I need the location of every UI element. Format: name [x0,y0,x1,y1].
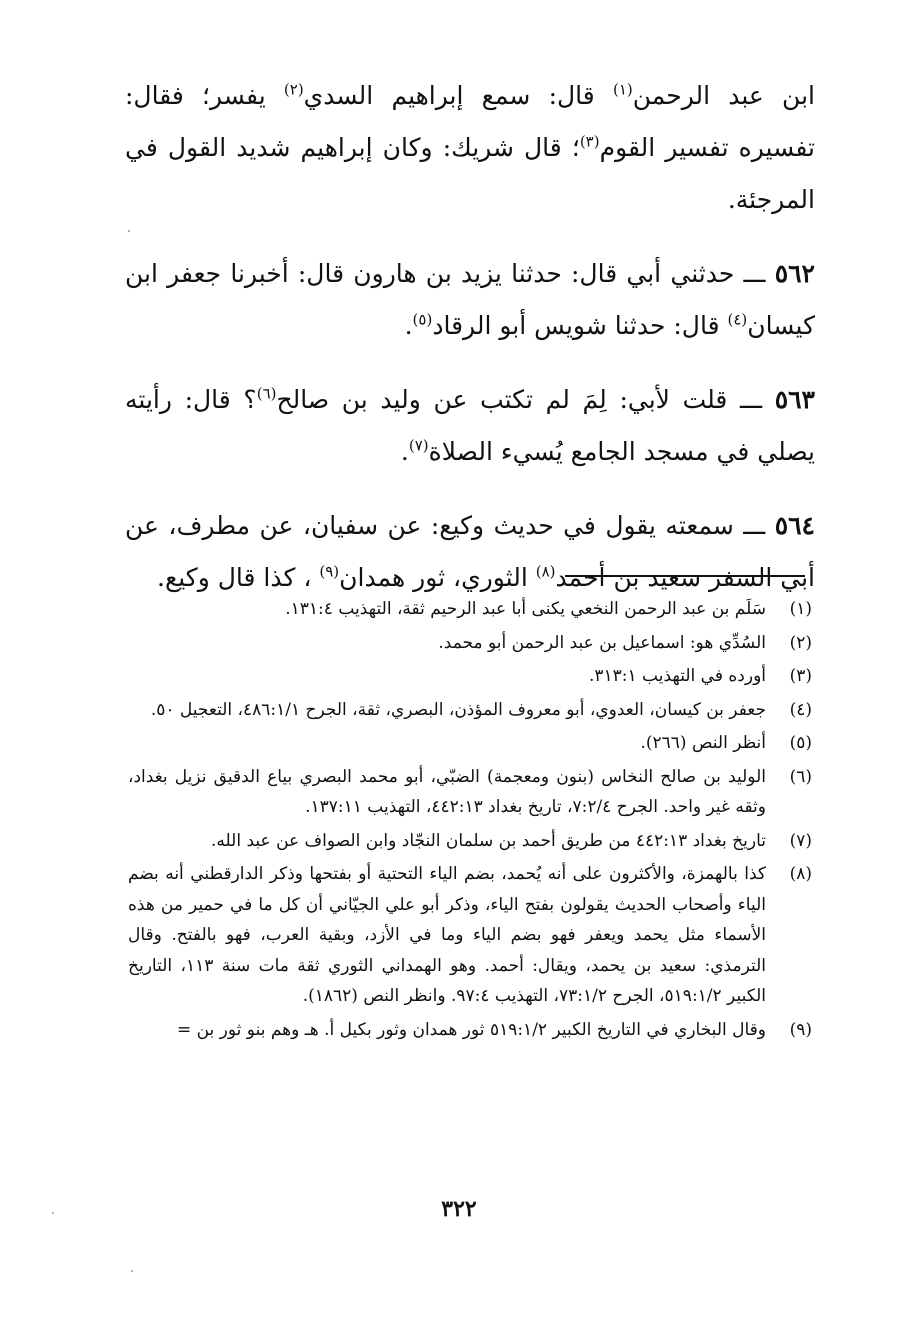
footnote-reference: (٩) [319,562,340,581]
paragraph [125,248,815,352]
footnote-number: (٦) [789,766,812,787]
paragraph-number: ٥٦٤ [774,511,815,540]
paragraph [125,500,815,604]
paragraph-text: قال: حدثنا شويس أبو الرقاد [432,311,728,340]
footnote-text: أنظر النص (٢٦٦). [640,733,766,753]
paragraph-text: الثوري، ثور همدان [339,563,536,592]
footnote-divider [565,575,805,577]
footnote-number: (٣) [789,666,812,686]
paragraph-text: ـــ حدثني أبي قال: حدثنا يزيد بن هارون قال: أخبرنا جعفر ابن كيسان [125,259,815,340]
main-text [125,70,815,626]
footnote-text: تاريخ بغداد ٤٤٢:١٣ من طريق أحمد بن سلمان النجّاد وابن الصواف عن عبد الله. [211,830,766,851]
paragraph-text: ؛ قال شريك: وكان إبراهيم شديد القول في المرجئة. [125,133,815,214]
footnote-number: (٥) [789,733,812,753]
footnote [128,762,812,823]
paragraph-text: يفسر؛ فقال: تفسيره تفسير القوم [125,81,815,162]
paragraph-text: . [404,311,413,340]
footnote-reference: (٧) [408,436,429,455]
footnote-reference: (٦) [256,384,277,403]
paragraph-number: ٥٦٣ [774,385,815,414]
paragraph-text: قال: سمع إبراهيم السدي [303,81,613,110]
paragraph-text: ـــ قلت لأبي: لِمَ لم تكتب عن وليد بن صالح [276,385,775,414]
footnote-number: (٨) [789,864,812,884]
footnote-number: (٩) [789,1019,812,1040]
footnote-text: جعفر بن كيسان، العدوي، أبو معروف المؤذن، البصري، ثقة، الجرح ٤٨٦:١/١، التعجيل ٥٠. [150,699,766,720]
footnote-text: كذا بالهمزة، والأكثرون على أنه يُحمد، بضم الياء التحتية أو بفتحها وذكر الدارقطني أنه بضم الياء وأصحاب الحديث يقولون بفتح الياء، وذكر أبو علي الجيّاني أن كل ما في حمير من هذه الأسماء مثل يحمد ويعفر فهو بضم الياء وما في الأزد، وبقية العرب، فهو بالفتح. وقال الترمذي: سعيد بن يحمد، ويقال: أحمد. وهو الهمداني الثوري ثقة مات سنة ١١٣، التاريخ الكبير ٥١٩:١/٢، الجرح ٧٣:١/٢، التهذيب ٩٧:٤. وانظر النص (١٨٦٢). [128,864,766,1006]
paragraph-text: . [400,437,409,466]
footnote-text: السُدِّي هو: اسماعيل بن عبد الرحمن أبو محمد. [438,632,766,653]
scan-speck [128,230,130,232]
footnote [128,695,812,726]
footnote-number: (٢) [789,632,812,653]
footnote [128,661,812,692]
scan-speck [52,1212,54,1214]
footnote [128,1015,812,1046]
footnote [128,594,812,625]
footnote-reference: (٥) [412,310,433,329]
footnote [128,628,812,659]
paragraph-text: ـــ سمعته يقول في حديث وكيع: عن سفيان، عن مطرف، عن أبي السفر سعيد بن أحمد [125,511,815,592]
paragraph-number: ٥٦٢ [774,259,815,288]
footnote-number: (٧) [789,830,812,851]
page-number: ٣٢٢ [441,1196,477,1222]
paragraph [125,70,815,226]
footnote-reference: (٣) [579,132,600,151]
paragraph [125,374,815,478]
footnote-number: (١) [789,599,812,619]
footnote-text: وقال البخاري في التاريخ الكبير ٥١٩:١/٢ ثور همدان وثور بكيل أ. هـ وهم بنو ثور بن = [176,1019,766,1040]
footnote-text: سَلَم بن عبد الرحمن النخعي يكنى أبا عبد الرحيم ثقة، التهذيب ١٣١:٤. [285,599,766,619]
scan-speck [131,1270,133,1272]
footnote-reference: (٨) [535,562,556,581]
footnote [128,859,812,1012]
footnote-reference: (٤) [727,310,748,329]
footnotes [128,594,812,1048]
footnote [128,826,812,857]
footnote-reference: (٢) [283,80,304,99]
paragraph-text: ؟ قال: رأيته يصلي في مسجد الجامع يُسيء الصلاة [125,385,815,466]
footnote-reference: (١) [612,80,633,99]
footnote-number: (٤) [789,699,812,720]
paragraph-text: ابن عبد الرحمن [632,81,815,110]
footnote-text: أورده في التهذيب ٣١٣:١. [588,666,766,686]
paragraph-text: ، كذا قال وكيع. [157,563,320,592]
footnote [128,728,812,759]
footnote-text: الوليد بن صالح النخاس (بنون ومعجمة) الضبّي، أبو محمد البصري بياع الدقيق نزيل بغداد، وثقه غير واحد. الجرح ٧:٢/٤، تاريخ بغداد ٤٤٢:١٣، التهذيب ١٣٧:١١. [128,766,766,817]
